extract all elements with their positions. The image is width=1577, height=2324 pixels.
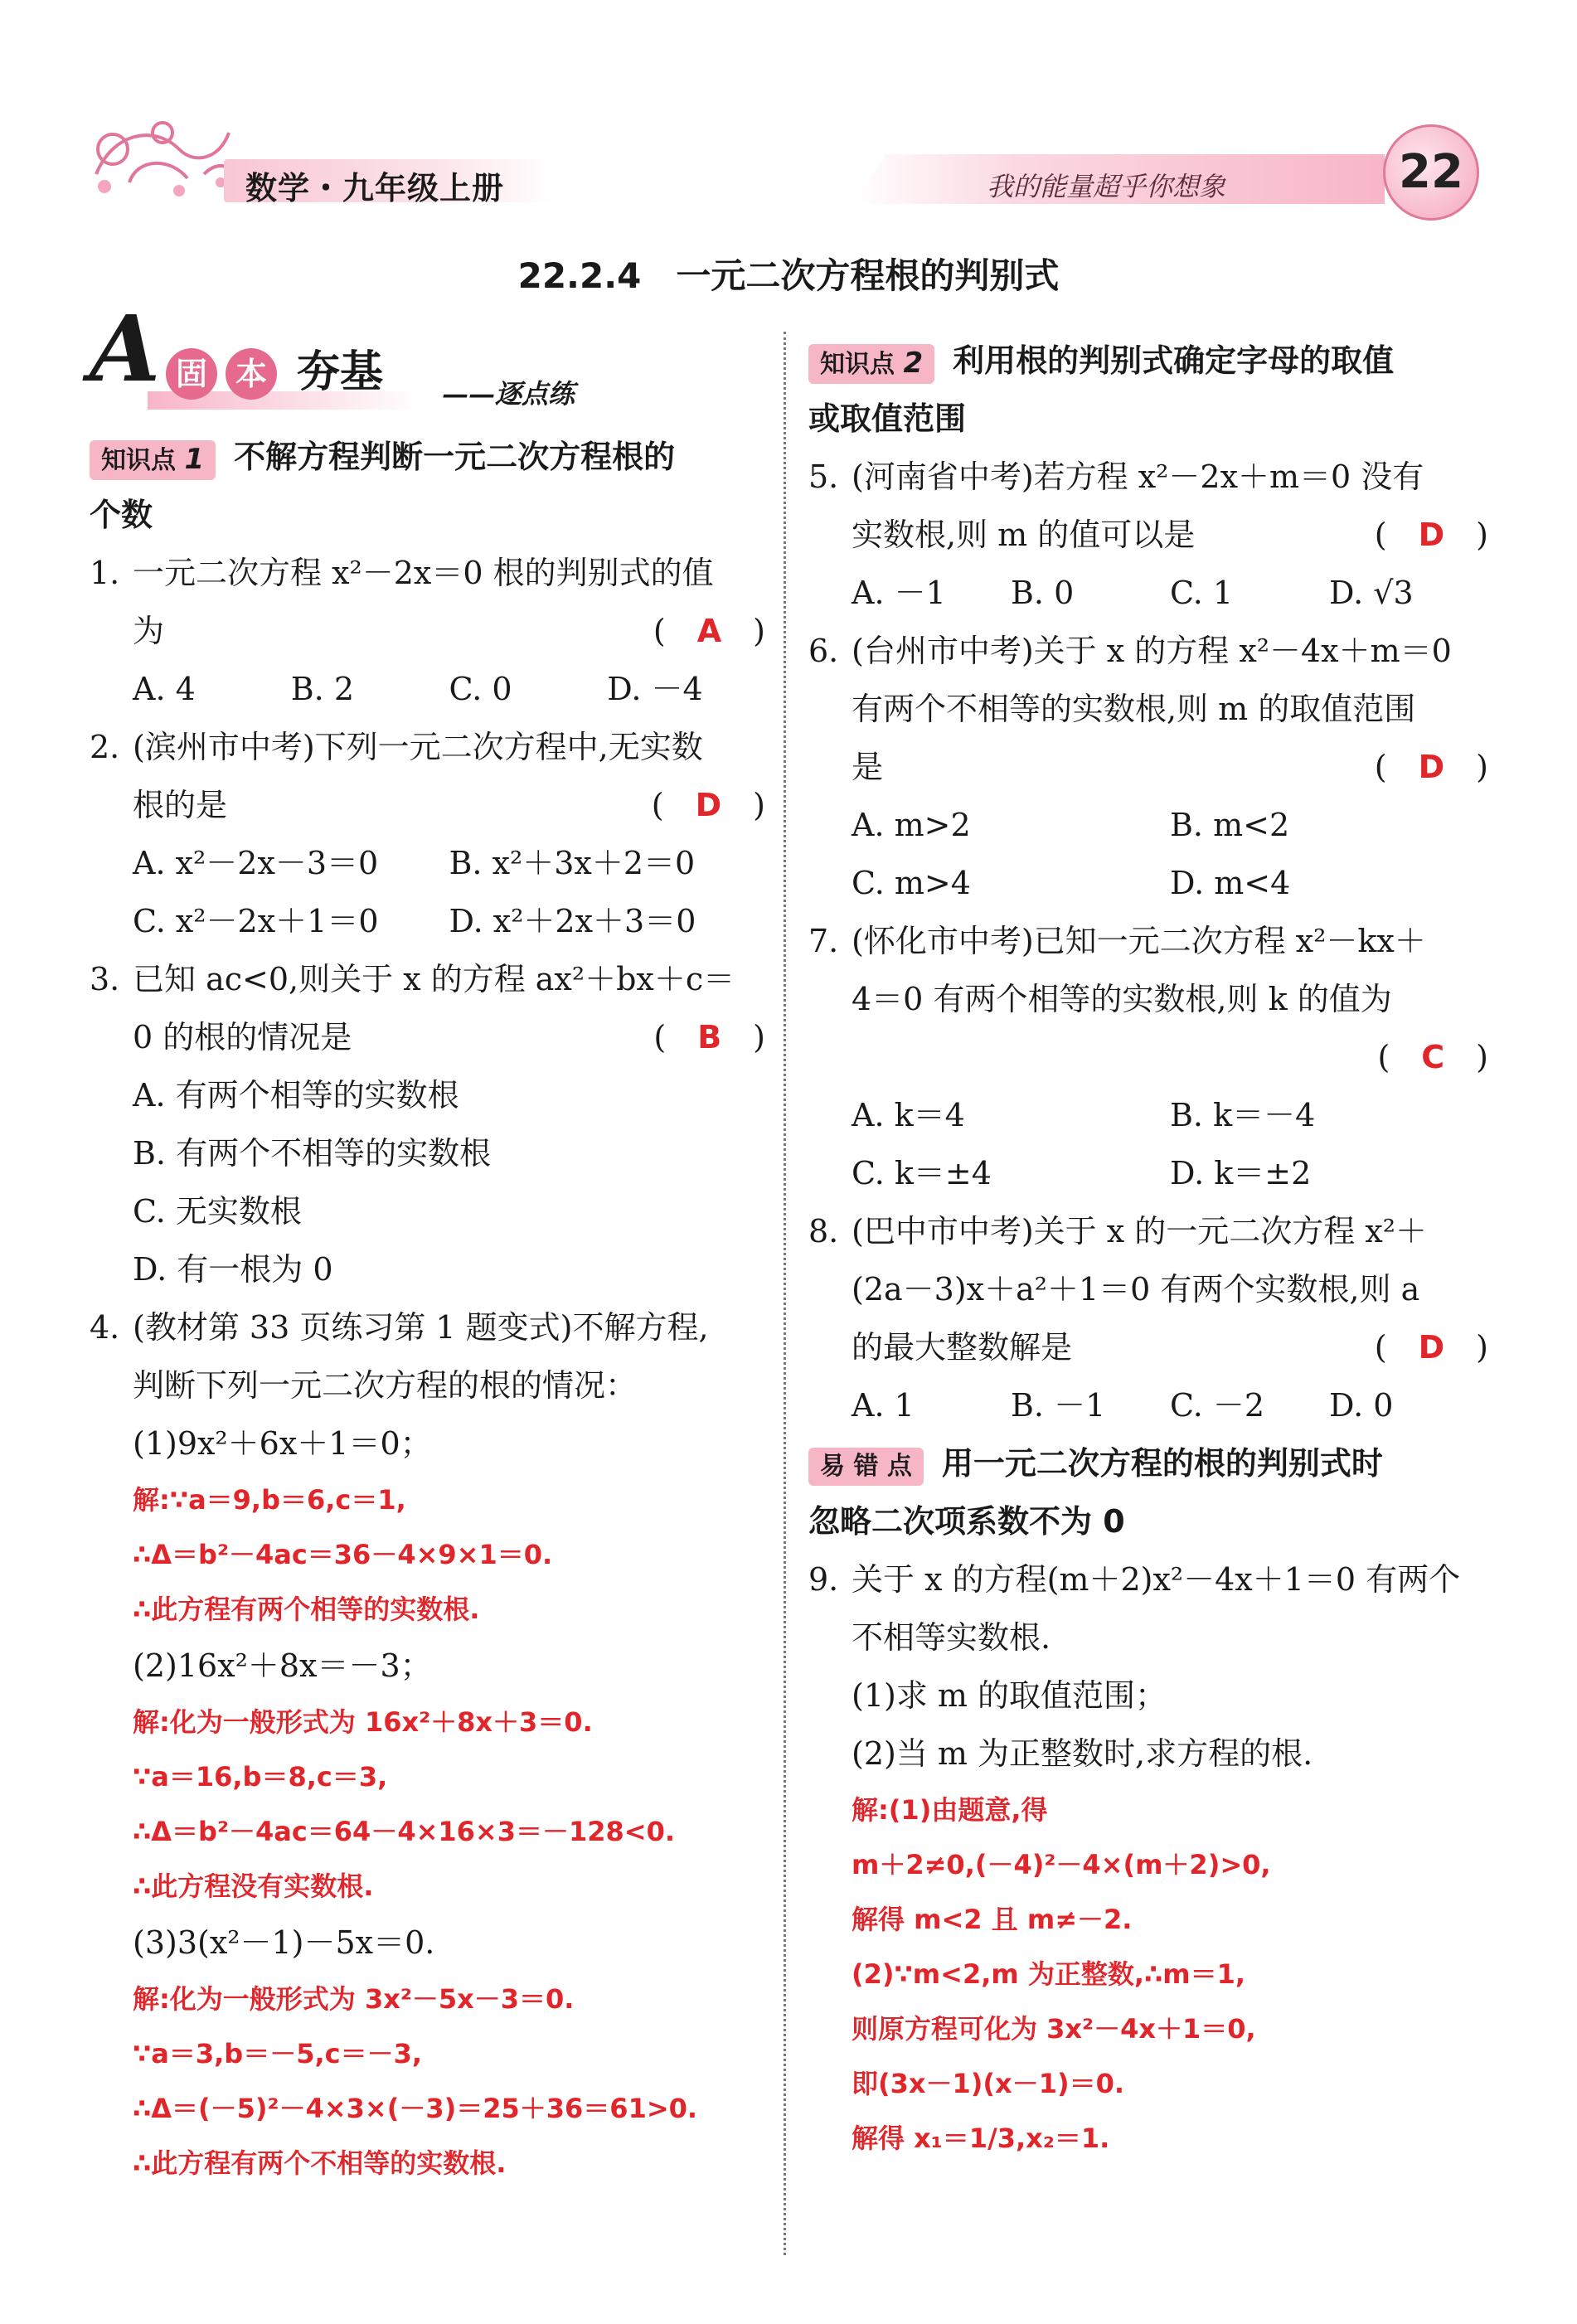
kp-badge: 易 错 点 <box>808 1448 924 1486</box>
solution-line: ∴Δ＝b²－4ac＝64－4×16×3＝－128<0. <box>133 1816 676 1847</box>
solution-line: ∴此方程有两个不相等的实数根. <box>133 2147 507 2179</box>
question-7: 7. (怀化市中考)已知一元二次方程 x²－kx＋ 4＝0 有两个相等的实数根,则 k 的值为 ( C ) A. k＝4 B. k＝－4 C. k＝±4 D. k＝±2 <box>808 912 1488 1202</box>
question-6: 6. (台州市中考)关于 x 的方程 x²－4x＋m＝0 有两个不相等的实数根,则 m 的取值范围 是 ( D ) A. m>2 B. m<2 C. m>4 D. m<4 <box>808 622 1488 912</box>
question-number: 9. <box>808 1561 839 1598</box>
option: D. 0 <box>1329 1387 1394 1424</box>
options <box>852 1086 1488 1144</box>
option: A. 4 <box>133 671 196 707</box>
sub-question: (1)9x²＋6x＋1＝0； <box>133 1425 432 1462</box>
answer: A <box>696 613 722 649</box>
question-text: 关于 x 的方程(m＋2)x²－4x＋1＝0 有两个 <box>852 1561 1461 1598</box>
option: D. k＝±2 <box>1170 1155 1312 1191</box>
option: D. －4 <box>607 671 703 707</box>
question-text: 有两个不相等的实数根,则 m 的取值范围 <box>852 691 1416 727</box>
question-text: (怀化市中考)已知一元二次方程 x²－kx＋ <box>852 923 1426 959</box>
sub-question: (2)当 m 为正整数时,求方程的根. <box>852 1735 1313 1772</box>
heading-main: 夯基 <box>297 347 384 397</box>
question-text: (河南省中考)若方程 x²－2x＋m＝0 没有 <box>852 458 1424 495</box>
question-text: 为 <box>133 613 165 649</box>
question-text: (滨州市中考)下列一元二次方程中,无实数 <box>133 729 703 765</box>
option: C. x²－2x＋1＝0 <box>133 903 379 939</box>
solution-line: ∴此方程有两个相等的实数根. <box>133 1594 480 1625</box>
question-text: (2a－3)x＋a²＋1＝0 有两个实数根,则 a <box>852 1271 1420 1308</box>
answer: D <box>1418 517 1445 553</box>
section-a-heading <box>90 295 765 423</box>
question-2: 2. (滨州市中考)下列一元二次方程中,无实数 根的是 ( D ) A. x²－2x－3＝0 B. x²＋3x＋2＝0 C. x²－2x＋1＝0 D. x²＋2x＋3＝0 <box>90 718 765 950</box>
column-divider <box>784 332 786 2255</box>
heading-subtitle: ——逐点练 <box>442 378 575 410</box>
question-9 <box>808 1550 1488 2166</box>
section-letter: A <box>90 295 161 402</box>
question-4 <box>90 1298 765 2191</box>
left-column <box>90 295 765 2191</box>
question-text: 4＝0 有两个相等的实数根,则 k 的值为 <box>852 981 1392 1017</box>
options <box>133 834 765 892</box>
solution-line: 解得 m<2 且 m≠－2. <box>852 1904 1133 1935</box>
options <box>133 660 765 718</box>
solution-line: ∴此方程没有实数根. <box>133 1870 374 1902</box>
kp-title-cont: 忽略二次项系数不为 0 <box>808 1503 1125 1540</box>
option: D. x²＋2x＋3＝0 <box>449 903 696 939</box>
options <box>133 892 765 950</box>
kp-title: 用一元二次方程的根的判别式时 <box>941 1445 1383 1482</box>
solution-line: 解:化为一般形式为 3x²－5x－3＝0. <box>133 1983 575 2015</box>
options <box>852 796 1488 854</box>
answer: D <box>1418 1329 1445 1366</box>
option: A. x²－2x－3＝0 <box>133 845 379 881</box>
question-5: 5. (河南省中考)若方程 x²－2x＋m＝0 没有 实数根,则 m 的值可以是 ( D ) A. －1 B. 0 C. 1 D. √3 <box>808 448 1488 622</box>
option: A. 有两个相等的实数根 <box>133 1077 459 1113</box>
kp-title-cont: 个数 <box>90 497 153 533</box>
question-text: 实数根,则 m 的值可以是 <box>852 517 1196 553</box>
option: C. 1 <box>1170 575 1234 611</box>
kp-badge: 知识点 2 <box>808 344 934 384</box>
solution-line: 解:化为一般形式为 16x²＋8x＋3＝0. <box>133 1706 593 1738</box>
solution-line: (2)∵m<2,m 为正整数,∴m＝1, <box>852 1958 1246 1990</box>
solution-line: 解:(1)由题意,得 <box>852 1794 1048 1826</box>
answer: D <box>695 787 722 823</box>
option: D. m<4 <box>1170 865 1291 901</box>
header-slogan: 我的能量超乎你想象 <box>987 171 1226 202</box>
answer: D <box>1418 749 1445 785</box>
question-number: 8. <box>808 1213 839 1249</box>
question-number: 4. <box>90 1309 120 1346</box>
answer: C <box>1421 1039 1445 1075</box>
page-number: 22 <box>1399 145 1463 199</box>
option: B. 2 <box>290 671 355 707</box>
sub-question: (1)求 m 的取值范围； <box>852 1677 1167 1714</box>
solution-line: 解得 x₁＝1/3,x₂＝1. <box>852 2123 1110 2154</box>
question-text: 判断下列一元二次方程的根的情况： <box>133 1367 638 1404</box>
option: C. k＝±4 <box>852 1155 992 1191</box>
sub-question: (2)16x²＋8x＝－3； <box>133 1647 432 1684</box>
option: C. 0 <box>449 671 512 707</box>
kp-title: 利用根的判别式确定字母的取值 <box>953 342 1395 379</box>
option: C. －2 <box>1170 1387 1265 1424</box>
options <box>852 854 1488 912</box>
knowledge-point-2 <box>808 332 1488 448</box>
question-text: 的最大整数解是 <box>852 1329 1073 1366</box>
option: A. －1 <box>852 575 946 611</box>
question-number: 5. <box>808 458 839 495</box>
question-text: 已知 ac<0,则关于 x 的方程 ax²＋bx＋c＝ <box>133 961 735 997</box>
option: B. －1 <box>1011 1387 1106 1424</box>
question-1: 1. 一元二次方程 x²－2x＝0 根的判别式的值 为 ( A ) A. 4 B. 2 C. 0 D. －4 <box>90 544 765 718</box>
option: D. 有一根为 0 <box>133 1251 333 1288</box>
question-text: (教材第 33 页练习第 1 题变式)不解方程, <box>133 1309 709 1346</box>
option: A. k＝4 <box>852 1097 965 1133</box>
solution-line: ∴Δ＝b²－4ac＝36－4×9×1＝0. <box>133 1539 553 1570</box>
option: A. m>2 <box>852 807 971 843</box>
question-3: 3. 已知 ac<0,则关于 x 的方程 ax²＋bx＋c＝ 0 的根的情况是 ( B ) A. 有两个相等的实数根 B. 有两个不相等的实数根 C. 无实数根 D. 有一根为 0 <box>90 950 765 1298</box>
options <box>852 564 1488 622</box>
question-text: 一元二次方程 x²－2x＝0 根的判别式的值 <box>133 555 714 591</box>
option: B. 0 <box>1011 575 1075 611</box>
option: C. 无实数根 <box>133 1193 302 1230</box>
question-text: (巴中市中考)关于 x 的一元二次方程 x²＋ <box>852 1213 1427 1249</box>
solution-line: m＋2≠0,(－4)²－4×(m＋2)>0, <box>852 1849 1271 1880</box>
options <box>852 1376 1488 1434</box>
question-text: 0 的根的情况是 <box>133 1019 352 1055</box>
solution-line: 则原方程可化为 3x²－4x＋1＝0, <box>852 2013 1256 2045</box>
knowledge-point-1 <box>90 428 765 544</box>
question-number: 7. <box>808 923 839 959</box>
right-column <box>808 332 1488 2166</box>
solution-line: 即(3x－1)(x－1)＝0. <box>852 2068 1125 2099</box>
question-number: 3. <box>90 961 120 997</box>
question-number: 6. <box>808 633 839 669</box>
solution-line: ∵a＝3,b＝－5,c＝－3, <box>133 2038 423 2069</box>
option: C. m>4 <box>852 865 971 901</box>
floral-ornament-icon <box>80 99 245 207</box>
question-number: 1. <box>90 555 120 591</box>
solution-line: 解:∵a＝9,b＝6,c＝1, <box>133 1484 406 1516</box>
sub-question: (3)3(x²－1)－5x＝0. <box>133 1924 435 1961</box>
question-8: 8. (巴中市中考)关于 x 的一元二次方程 x²＋ (2a－3)x＋a²＋1＝0 有两个实数根,则 a 的最大整数解是 ( D ) A. 1 B. －1 C. －2 D. 0 <box>808 1202 1488 1434</box>
kp-title-cont: 或取值范围 <box>808 400 967 437</box>
answer: B <box>697 1019 722 1055</box>
option: B. x²＋3x＋2＝0 <box>449 845 696 881</box>
question-text: 是 <box>852 749 884 785</box>
heading-char-gu: 固 <box>166 348 217 400</box>
option: B. 有两个不相等的实数根 <box>133 1135 492 1172</box>
question-text: 根的是 <box>133 787 228 823</box>
page-header <box>0 0 1577 216</box>
kp-badge: 知识点 1 <box>90 440 216 480</box>
question-text: (台州市中考)关于 x 的方程 x²－4x＋m＝0 <box>852 633 1452 669</box>
page-number-badge <box>1383 124 1479 221</box>
heading-char-ben: 本 <box>226 348 277 400</box>
option: B. k＝－4 <box>1170 1097 1316 1133</box>
question-text: 不相等实数根. <box>852 1619 1051 1656</box>
solution-line: ∴Δ＝(－5)²－4×3×(－3)＝25＋36＝61>0. <box>133 2093 698 2124</box>
common-mistake-point <box>808 1434 1488 1550</box>
solution-line: ∵a＝16,b＝8,c＝3, <box>133 1761 388 1793</box>
option: B. m<2 <box>1170 807 1290 843</box>
option: A. 1 <box>852 1387 915 1424</box>
question-number: 2. <box>90 729 120 765</box>
options <box>852 1144 1488 1202</box>
kp-title: 不解方程判断一元二次方程根的 <box>234 439 676 475</box>
book-title: 数学・九年级上册 <box>245 170 505 206</box>
section-title: 22.2.4 一元二次方程根的判别式 <box>517 255 1060 296</box>
option: D. √3 <box>1329 575 1414 611</box>
